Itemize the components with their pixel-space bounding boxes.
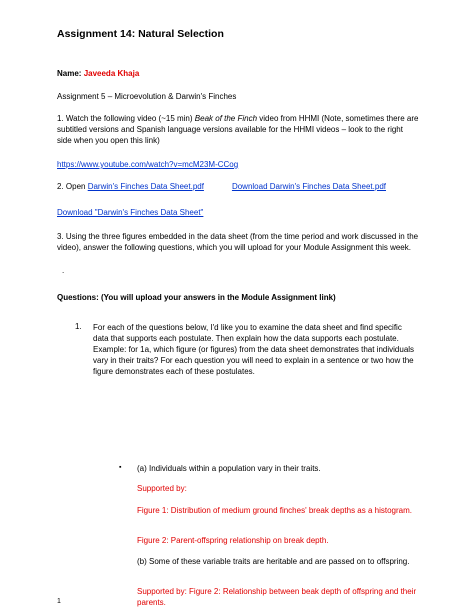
question-1-number: 1. xyxy=(75,322,82,331)
figure-2-answer: Figure 2: Parent-offspring relationship on break depth. xyxy=(137,536,329,545)
supported-by-label: Supported by: xyxy=(137,484,187,493)
download-link-line xyxy=(57,207,419,218)
bullet-icon: ▪ xyxy=(119,464,122,471)
question-a: (a) Individuals within a population vary in their traits. xyxy=(137,464,321,473)
student-name: Javeeda Khaja xyxy=(83,69,140,78)
figure-1-answer: Figure 1: Distribution of medium ground finches' break depths as a histogram. xyxy=(137,506,412,515)
step-1-video-title: Beak of the Finch xyxy=(194,114,258,123)
video-link-line xyxy=(57,159,419,170)
step-2-prefix: 2. Open xyxy=(57,182,88,191)
name-line xyxy=(57,68,419,79)
step-1-text-b: video from HHMI (Note, sometimes there are subtitled versions and Spanish language versions available for the HHMI videos – look to the right side when you open this link) xyxy=(57,114,419,145)
question-b: (b) Some of these variable traits are heritable and are passed on to offspring. xyxy=(137,557,410,566)
step-1-text-a: 1. Watch the following video (~15 min) xyxy=(57,114,195,123)
name-label: Name: xyxy=(57,69,82,78)
download-link[interactable]: Download "Darwin's Finches Data Sheet" xyxy=(57,208,204,217)
page-title: Assignment 14: Natural Selection xyxy=(57,28,224,40)
download-datasheet-link[interactable]: Download Darwin's Finches Data Sheet.pdf xyxy=(231,182,386,191)
assignment-subtitle: Assignment 5 – Microevolution & Darwin's Finches xyxy=(57,92,237,101)
question-b-answer: Supported by: Figure 2: Relationship between beak depth of offspring and their parents. xyxy=(137,587,417,607)
question-1-text: For each of the questions below, I'd like you to examine the data sheet and find specific data that supports each postulate. Then explain how the data supports each postulate. Example: for 1a, which figure (or figures) from the data sheet demonstrates that individuals vary in their traits? For each question you will need to explain in a sentence or two how the figure demonstrates each of these postulates. xyxy=(93,323,415,376)
video-link[interactable]: https://www.youtube.com/watch?v=mcM23M-CCog xyxy=(57,160,239,169)
questions-heading: Questions: (You will upload your answers in the Module Assignment link) xyxy=(57,293,336,302)
step-3: 3. Using the three figures embedded in the data sheet (from the time period and work discussed in the video), answer the following questions, which you will upload for your Module Assignment this week. xyxy=(57,232,419,252)
datasheet-link[interactable]: Darwin's Finches Data Sheet.pdf xyxy=(87,182,204,191)
stray-dot: . xyxy=(62,266,65,275)
step-1 xyxy=(57,113,419,146)
step-2 xyxy=(57,181,419,192)
page-number: 1 xyxy=(57,598,61,605)
